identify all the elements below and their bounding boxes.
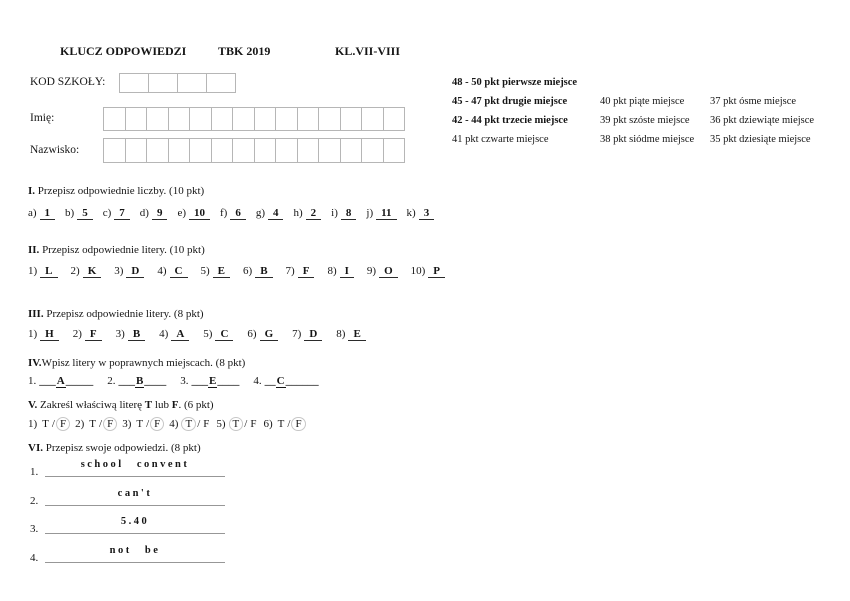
tf-item xyxy=(169,418,211,430)
last-name-boxes xyxy=(103,138,405,163)
character-box xyxy=(148,73,178,93)
scoring-cell: 48 - 50 pkt pierwsze miejsce xyxy=(452,77,578,88)
character-box xyxy=(254,107,277,131)
answer-item xyxy=(247,328,278,340)
heading-bold: II. xyxy=(28,244,40,256)
answer-label: 5) xyxy=(216,418,226,430)
answer-label: i) xyxy=(331,207,338,219)
heading-text: Wpisz litery w poprawnych miejscach. (8 pkt) xyxy=(41,357,246,369)
section-VI-heading xyxy=(28,442,248,454)
heading-text: Przepisz odpowiednie litery. (8 pkt) xyxy=(43,308,204,320)
answer-item xyxy=(286,265,315,277)
answer-item xyxy=(65,207,93,219)
answer-value: not be xyxy=(45,545,225,563)
answer-label: 1) xyxy=(28,265,38,277)
answer-value: G xyxy=(260,328,279,341)
answer-line-item xyxy=(28,459,248,488)
answer-item xyxy=(243,265,273,277)
scoring-cell: 35 pkt dziesiąte miejsce xyxy=(710,134,811,145)
answer-value: 5.40 xyxy=(45,516,225,534)
underscore-pre: ___ xyxy=(39,375,56,387)
character-box xyxy=(125,138,148,163)
tf-false: F xyxy=(250,418,257,430)
answer-item xyxy=(256,207,284,219)
answer-label: 3) xyxy=(115,328,125,340)
tf-item xyxy=(263,418,305,430)
answer-item xyxy=(140,207,168,219)
underscore-post: ____ xyxy=(144,375,167,387)
blank-line xyxy=(39,375,93,388)
character-box xyxy=(383,138,406,163)
answer-label: a) xyxy=(28,207,37,219)
section-II xyxy=(28,244,445,277)
answer-label: 3. xyxy=(180,375,189,387)
character-box xyxy=(232,107,255,131)
answer-item xyxy=(71,265,102,277)
school-code-boxes xyxy=(119,73,236,93)
tf-false: F xyxy=(203,418,210,430)
section-IV-heading xyxy=(28,357,319,369)
answer-label: 6) xyxy=(247,328,257,340)
answer-item xyxy=(28,328,59,340)
answers-row xyxy=(28,265,445,277)
character-box xyxy=(146,107,169,131)
character-box xyxy=(103,138,126,163)
answer-label: 7) xyxy=(292,328,302,340)
answer-item xyxy=(336,328,366,340)
section-III xyxy=(28,308,366,340)
answer-label: 4) xyxy=(169,418,179,430)
answer-label: b) xyxy=(65,207,75,219)
answer-value: C xyxy=(276,375,285,387)
scoring-cell: 37 pkt ósme miejsce xyxy=(710,96,797,107)
section-III-heading xyxy=(28,308,366,320)
blank-line xyxy=(118,375,166,388)
answer-label: 3. xyxy=(30,523,39,535)
answer-value: 6 xyxy=(230,207,246,220)
character-box xyxy=(189,107,212,131)
answer-item xyxy=(28,375,93,387)
answer-item xyxy=(220,207,246,219)
answers-row xyxy=(28,207,434,219)
scoring-cell: 36 pkt dziewiąte miejsce xyxy=(710,115,815,126)
answer-label: 1) xyxy=(28,418,38,430)
underscore-post: ______ xyxy=(285,375,319,387)
character-box xyxy=(168,138,191,163)
tf-separator: / xyxy=(197,418,201,430)
scoring-cell: 39 pkt szóste miejsce xyxy=(600,115,690,126)
tf-item xyxy=(75,418,117,430)
answer-item xyxy=(107,375,166,387)
answer-value: 9 xyxy=(152,207,168,220)
heading-bold: IV. xyxy=(28,357,42,369)
answer-value: 7 xyxy=(114,207,130,220)
tf-true: T xyxy=(89,418,96,430)
character-box xyxy=(206,73,236,93)
heading-text: Przepisz odpowiednie liczby. (10 pkt) xyxy=(35,185,205,197)
answer-item xyxy=(116,328,146,340)
answer-item xyxy=(28,207,55,219)
answer-value: 10 xyxy=(189,207,210,220)
character-box xyxy=(189,138,212,163)
answer-label: 1) xyxy=(28,328,38,340)
answer-value: 4 xyxy=(268,207,284,220)
tf-true: T xyxy=(42,418,49,430)
answer-item xyxy=(159,328,189,340)
blank-line xyxy=(265,375,319,388)
answer-value: B xyxy=(255,265,272,278)
first-name-label: Imię: xyxy=(30,112,55,124)
heading-text: Przepisz swoje odpowiedzi. (8 pkt) xyxy=(42,442,201,454)
answers-row xyxy=(28,418,306,430)
answer-item xyxy=(28,265,58,277)
answer-item xyxy=(180,375,239,387)
answer-label: 7) xyxy=(285,265,295,277)
answer-label: 1. xyxy=(28,375,37,387)
answer-label: 2. xyxy=(30,494,39,507)
character-box xyxy=(383,107,406,131)
heading-text: Zakreśl właściwą literę xyxy=(37,399,145,411)
answer-label: 3) xyxy=(122,418,132,430)
answer-label: g) xyxy=(255,207,265,219)
answer-item xyxy=(293,207,321,219)
character-box xyxy=(297,138,320,163)
answer-label: 2) xyxy=(70,265,80,277)
answer-value: 3 xyxy=(419,207,435,220)
scoring-cell: 45 - 47 pkt drugie miejsce xyxy=(452,96,568,107)
answer-label: 8) xyxy=(336,328,346,340)
blank-line xyxy=(192,375,240,388)
answer-item xyxy=(103,207,130,219)
character-box xyxy=(318,107,341,131)
answer-value: can't xyxy=(45,488,225,506)
tf-true: T xyxy=(136,418,144,430)
answer-item xyxy=(114,265,144,277)
answer-item xyxy=(157,265,187,277)
answer-label: d) xyxy=(139,207,149,219)
answer-value: K xyxy=(83,265,102,278)
answer-label: 4. xyxy=(253,375,262,387)
tf-false: F xyxy=(150,417,164,431)
answer-item xyxy=(366,207,396,219)
answer-item xyxy=(327,265,353,277)
heading-text: lub xyxy=(152,399,172,411)
answer-item xyxy=(331,207,356,219)
character-box xyxy=(211,138,234,163)
answer-label: 4. xyxy=(30,551,39,564)
answer-value: E xyxy=(213,265,230,278)
character-box xyxy=(275,107,298,131)
underscore-pre: __ xyxy=(264,375,276,387)
section-I-heading xyxy=(28,185,434,197)
answer-label: j) xyxy=(366,207,374,219)
answer-value: 2 xyxy=(306,207,322,220)
heading-bold: V. xyxy=(28,399,38,411)
answer-value: O xyxy=(379,265,398,278)
answer-label: 2. xyxy=(107,375,116,387)
answer-label: 3) xyxy=(114,265,124,277)
answer-value: 8 xyxy=(341,207,357,220)
tf-separator: / xyxy=(51,418,55,430)
answer-value: D xyxy=(304,328,322,341)
answer-label: 8) xyxy=(327,265,337,277)
class-range: KL.VII-VIII xyxy=(335,44,401,58)
tf-false: F xyxy=(291,417,305,431)
character-box xyxy=(340,107,363,131)
answer-value: C xyxy=(215,328,233,341)
answers-row xyxy=(28,328,366,340)
scoring-legend xyxy=(452,73,850,149)
exam-code: TBK 2019 xyxy=(218,44,271,58)
answers-row xyxy=(28,375,319,387)
character-box xyxy=(168,107,191,131)
tf-item xyxy=(28,418,70,430)
answer-value: 11 xyxy=(376,207,396,220)
answer-label: k) xyxy=(406,207,416,219)
answer-value: 1 xyxy=(40,207,56,220)
character-box xyxy=(275,138,298,163)
heading-bold: VI. xyxy=(28,442,43,454)
answer-line-item xyxy=(28,488,248,517)
character-box xyxy=(211,107,234,131)
answer-label: 10) xyxy=(410,265,426,277)
answer-value: E xyxy=(348,328,365,341)
answer-value: B xyxy=(128,328,145,341)
answer-value: F xyxy=(298,265,315,278)
answer-label: 1. xyxy=(30,466,39,478)
page-title: KLUCZ ODPOWIEDZI xyxy=(60,44,187,58)
character-box xyxy=(297,107,320,131)
tf-separator: / xyxy=(99,418,103,430)
tf-false: F xyxy=(56,417,70,431)
underscore-post: ____ xyxy=(217,375,240,387)
school-code-label: KOD SZKOŁY: xyxy=(30,76,106,88)
answer-label: f) xyxy=(219,207,228,219)
answer-value: F xyxy=(85,328,102,341)
section-VI xyxy=(28,442,248,573)
heading-bold: F xyxy=(171,399,179,411)
answer-value: B xyxy=(135,375,144,387)
section-V-heading xyxy=(28,399,306,411)
answer-label: 4) xyxy=(159,328,169,340)
section-I xyxy=(28,185,434,219)
last-name-label: Nazwisko: xyxy=(30,144,80,156)
character-box xyxy=(103,107,126,131)
heading-text: . (6 pkt) xyxy=(178,399,214,411)
answer-label: 4) xyxy=(157,265,167,277)
answer-label: 2) xyxy=(75,418,85,430)
heading-bold: III. xyxy=(28,308,44,320)
answers-list xyxy=(28,459,248,573)
character-box xyxy=(119,73,149,93)
character-box xyxy=(361,107,384,131)
answer-value: school convent xyxy=(45,459,225,477)
scoring-cell: 41 pkt czwarte miejsce xyxy=(452,134,549,145)
heading-text: Przepisz odpowiednie litery. (10 pkt) xyxy=(39,244,205,256)
section-II-heading xyxy=(28,244,445,256)
first-name-boxes xyxy=(103,107,405,131)
answer-item xyxy=(367,265,398,277)
tf-separator: / xyxy=(244,418,248,430)
character-box xyxy=(254,138,277,163)
tf-separator: / xyxy=(146,418,150,430)
character-box xyxy=(146,138,169,163)
answer-item xyxy=(253,375,318,387)
character-box xyxy=(318,138,341,163)
answer-item xyxy=(177,207,210,219)
answer-line-item xyxy=(28,516,248,545)
answer-item xyxy=(407,207,435,219)
answer-item xyxy=(203,328,233,340)
tf-true: T xyxy=(277,418,285,430)
answer-item xyxy=(73,328,102,340)
character-box xyxy=(361,138,384,163)
answer-value: A xyxy=(56,375,65,387)
tf-true: T xyxy=(229,417,244,431)
answer-label: 5) xyxy=(203,328,213,340)
answer-value: L xyxy=(40,265,57,278)
answer-value: P xyxy=(428,265,445,278)
answer-label: h) xyxy=(293,207,303,219)
answer-label: 6) xyxy=(263,418,273,430)
underscore-post: _____ xyxy=(65,375,94,387)
answer-value: 5 xyxy=(77,207,93,220)
tf-true: T xyxy=(181,417,196,431)
character-box xyxy=(125,107,148,131)
tf-item xyxy=(216,418,258,430)
character-box xyxy=(340,138,363,163)
tf-separator: / xyxy=(287,418,291,430)
answer-label: 2) xyxy=(72,328,82,340)
answer-label: c) xyxy=(102,207,112,219)
character-box xyxy=(177,73,207,93)
answer-item xyxy=(411,265,445,277)
scoring-cell: 38 pkt siódme miejsce xyxy=(600,134,695,145)
scoring-cell: 40 pkt piąte miejsce xyxy=(600,96,685,107)
answer-label: 6) xyxy=(243,265,253,277)
answer-label: 9) xyxy=(366,265,377,277)
scoring-cell: 42 - 44 pkt trzecie miejsce xyxy=(452,115,568,126)
heading-bold: T xyxy=(144,399,153,411)
section-V xyxy=(28,399,306,430)
answer-label: 5) xyxy=(200,265,210,277)
answer-value: E xyxy=(209,375,217,387)
answer-value: A xyxy=(171,328,189,341)
answer-value: H xyxy=(40,328,59,341)
answer-value: D xyxy=(126,265,144,278)
character-box xyxy=(232,138,255,163)
section-IV xyxy=(28,357,319,387)
tf-item xyxy=(122,418,164,430)
answer-line-item xyxy=(28,545,248,574)
tf-false: F xyxy=(103,417,117,431)
answer-label: e) xyxy=(177,207,186,219)
answer-value: I xyxy=(340,265,354,278)
heading-bold: I. xyxy=(28,185,36,197)
underscore-pre: ___ xyxy=(191,375,209,387)
underscore-pre: ___ xyxy=(118,375,135,387)
answer-item xyxy=(201,265,231,277)
answer-value: C xyxy=(170,265,188,278)
answer-item xyxy=(292,328,322,340)
